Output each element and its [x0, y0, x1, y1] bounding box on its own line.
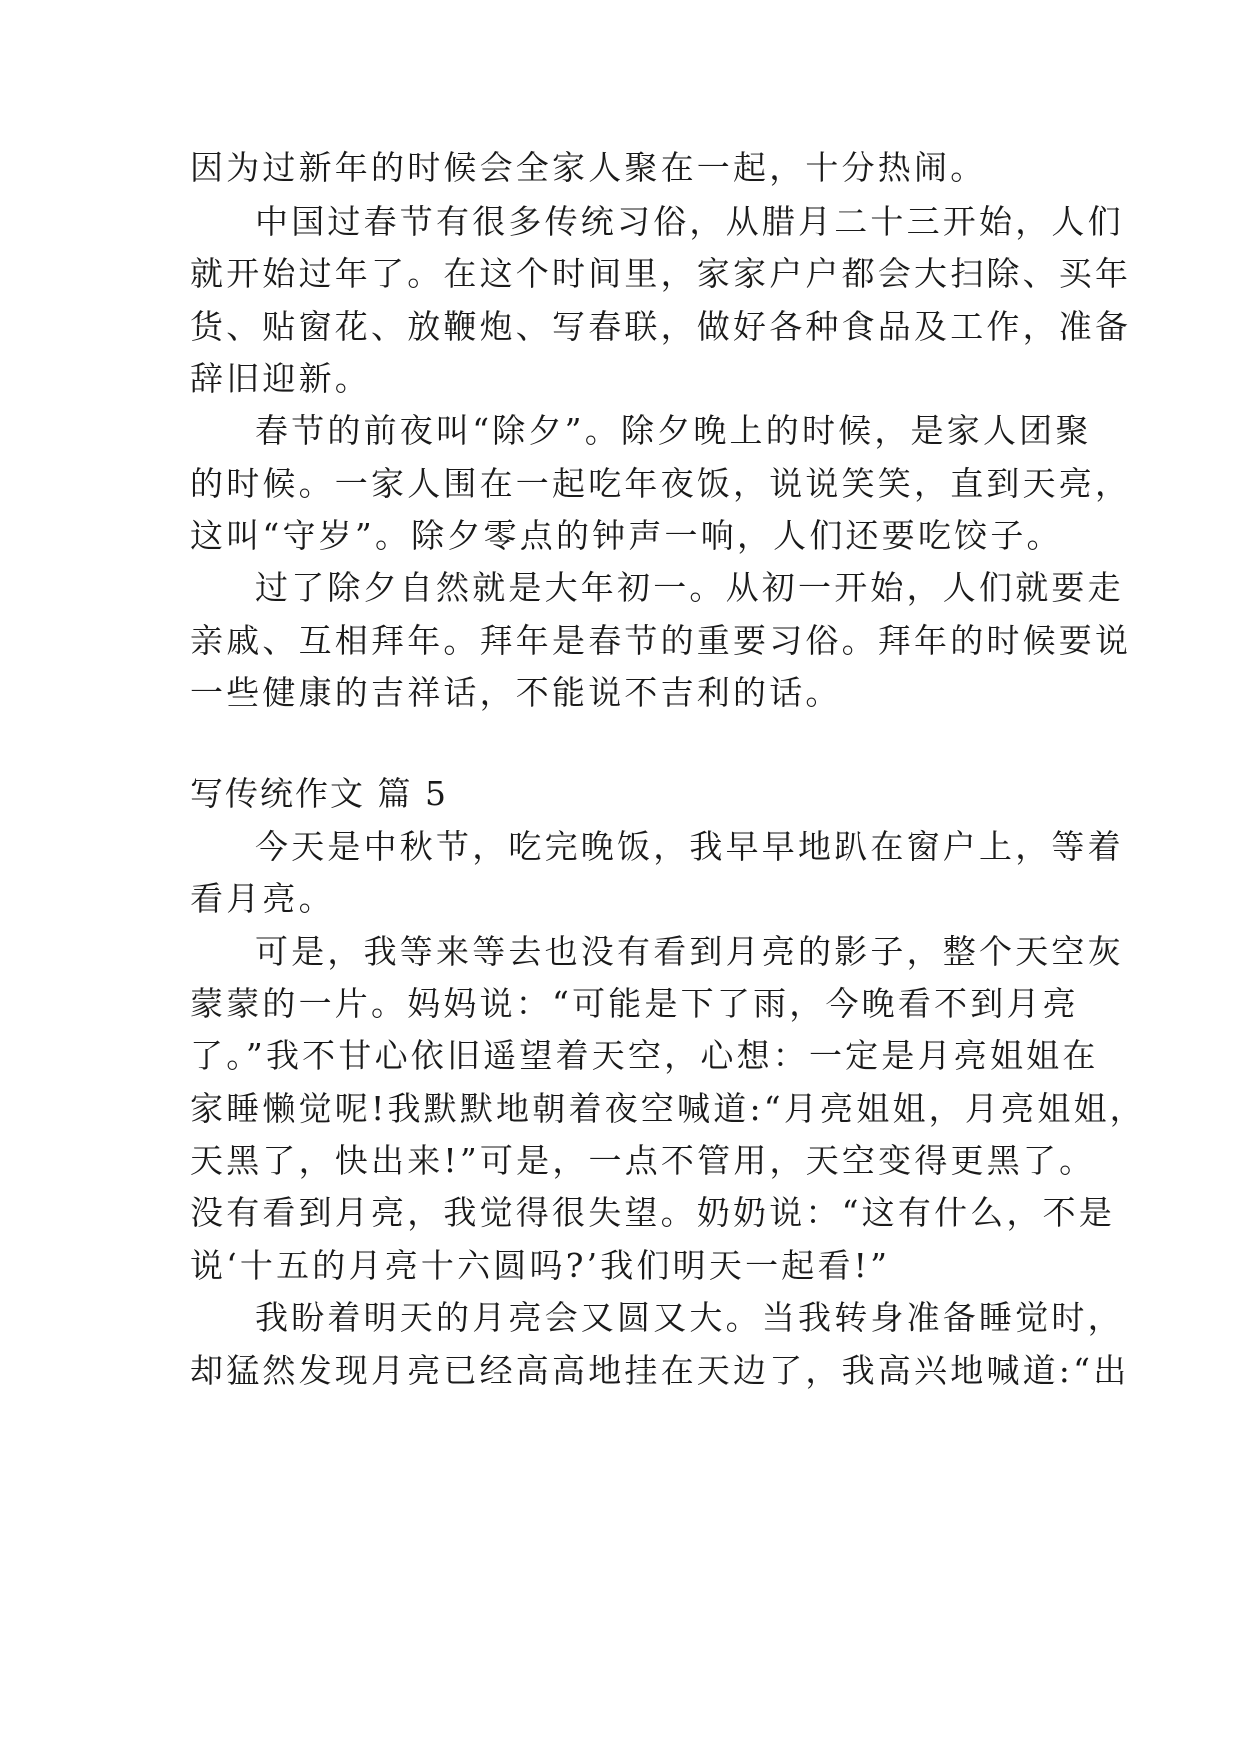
paragraph-line: 这叫“守岁”。除夕零点的钟声一响，人们还要吃饺子。	[190, 516, 1063, 555]
paragraph-line: 过了除夕自然就是大年初一。从初一开始，人们就要走	[255, 568, 1124, 607]
paragraph-line: 天黑了，快出来!”可是，一点不管用，天空变得更黑了。	[190, 1141, 1096, 1180]
paragraph-line: 中国过春节有很多传统习俗，从腊月二十三开始，人们	[255, 202, 1124, 241]
paragraph-line: 我盼着明天的月亮会又圆又大。当我转身准备睡觉时，	[255, 1298, 1124, 1337]
paragraph-line: 说‘十五的月亮十六圆吗?’我们明天一起看!”	[190, 1246, 891, 1285]
paragraph-line: 辞旧迎新。	[190, 359, 371, 398]
paragraph-line: 看月亮。	[190, 879, 335, 918]
paragraph-line: 春节的前夜叫“除夕”。除夕晚上的时候，是家人团聚	[255, 411, 1092, 450]
paragraph-line: 了。”我不甘心依旧遥望着天空，心想：一定是月亮姐姐在	[190, 1036, 1099, 1075]
section-heading: 写传统作文 篇 5	[190, 774, 448, 813]
paragraph-line: 今天是中秋节，吃完晚饭，我早早地趴在窗户上，等着	[255, 827, 1124, 866]
paragraph-line: 蒙蒙的一片。妈妈说：“可能是下了雨，今晚看不到月亮	[190, 984, 1079, 1023]
paragraph-line: 家睡懒觉呢!我默默地朝着夜空喊道:“月亮姐姐，月亮姐姐，	[190, 1089, 1146, 1128]
paragraph-line: 就开始过年了。在这个时间里，家家户户都会大扫除、买年	[190, 254, 1132, 293]
paragraph-line: 货、贴窗花、放鞭炮、写春联，做好各种食品及工作，准备	[190, 307, 1132, 346]
paragraph-line: 却猛然发现月亮已经高高地挂在天边了，我高兴地喊道:“出	[190, 1351, 1130, 1390]
paragraph-line: 亲戚、互相拜年。拜年是春节的重要习俗。拜年的时候要说	[190, 621, 1132, 660]
paragraph-line: 没有看到月亮，我觉得很失望。奶奶说：“这有什么，不是	[190, 1193, 1116, 1232]
paragraph-line: 可是，我等来等去也没有看到月亮的影子，整个天空灰	[255, 932, 1124, 971]
paragraph-line: 一些健康的吉祥话，不能说不吉利的话。	[190, 673, 842, 712]
paragraph-line: 的时候。一家人围在一起吃年夜饭，说说笑笑，直到天亮，	[190, 464, 1132, 503]
paragraph-line: 因为过新年的时候会全家人聚在一起，十分热闹。	[190, 148, 987, 187]
